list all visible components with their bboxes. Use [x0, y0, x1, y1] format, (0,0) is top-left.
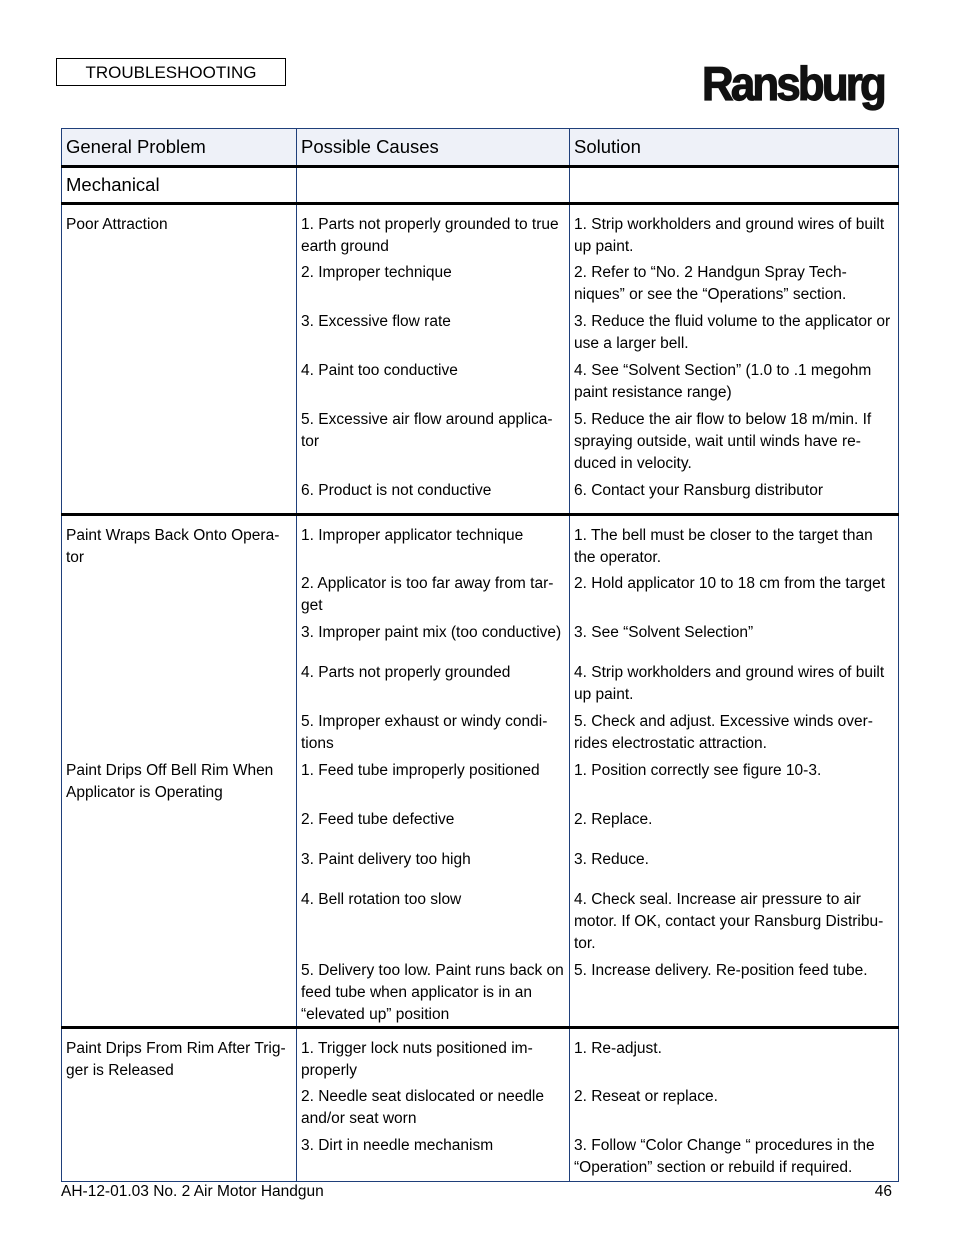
column-header: Possible Causes: [297, 129, 570, 167]
solution-cell: 2. Hold applicator 10 to 18 cm from the target: [570, 573, 899, 622]
solution-cell: 2. Reseat or replace.: [570, 1086, 899, 1135]
footer-document-title: AH-12-01.03 No. 2 Air Motor Handgun: [61, 1183, 324, 1200]
cause-cell: 5. Delivery too low. Paint runs back on feed tube when applicator is in an “elevated up” position: [297, 960, 570, 1028]
section-row: [62, 167, 899, 204]
table-row: [62, 360, 899, 409]
solution-cell: 4. Strip workholders and ground wires of built up paint.: [570, 662, 899, 711]
cause-cell: 5. Excessive air flow around applica-tor: [297, 409, 570, 480]
problem-cell: Paint Drips From Rim After Trig-ger is Released: [62, 1028, 297, 1086]
ransburg-logo: [698, 52, 888, 116]
problem-cell: [62, 809, 297, 849]
solution-cell: 5. Increase delivery. Re-position feed tube.: [570, 960, 899, 1028]
column-header: Solution: [570, 129, 899, 167]
cause-cell: 1. Trigger lock nuts positioned im-properly: [297, 1028, 570, 1086]
solution-cell: 1. The bell must be closer to the target than the operator.: [570, 515, 899, 573]
problem-cell: Paint Wraps Back Onto Opera-tor: [62, 515, 297, 573]
solution-cell: 6. Contact your Ransburg distributor: [570, 480, 899, 515]
problem-cell: [62, 1135, 297, 1182]
table-row: [62, 1135, 899, 1182]
troubleshooting-table: [61, 128, 899, 1182]
section-title: Mechanical: [62, 167, 297, 204]
table-row: [62, 262, 899, 311]
problem-cell: [62, 360, 297, 409]
solution-cell: 1. Position correctly see figure 10-3.: [570, 760, 899, 809]
cause-cell: 3. Excessive flow rate: [297, 311, 570, 360]
problem-cell: [62, 889, 297, 960]
column-header: General Problem: [62, 129, 297, 167]
cause-cell: 1. Feed tube improperly positioned: [297, 760, 570, 809]
solution-cell: 2. Refer to “No. 2 Handgun Spray Tech-niques” or see the “Operations” section.: [570, 262, 899, 311]
problem-cell: [62, 311, 297, 360]
cause-cell: 1. Improper applicator technique: [297, 515, 570, 573]
table-row: [62, 204, 899, 262]
cause-cell: 4. Paint too conductive: [297, 360, 570, 409]
cause-cell: 4. Parts not properly grounded: [297, 662, 570, 711]
problem-cell: [62, 662, 297, 711]
problem-cell: [62, 262, 297, 311]
cause-cell: 3. Paint delivery too high: [297, 849, 570, 889]
problem-cell: Paint Drips Off Bell Rim When Applicator is Operating: [62, 760, 297, 809]
cause-cell: 1. Parts not properly grounded to true earth ground: [297, 204, 570, 262]
solution-cell: 4. Check seal. Increase air pressure to air motor. If OK, contact your Ransburg Distribu-tor.: [570, 889, 899, 960]
ransburg-logo-text: Ransburg: [702, 57, 885, 110]
problem-cell: [62, 1086, 297, 1135]
solution-cell: 3. Reduce.: [570, 849, 899, 889]
problem-cell: [62, 480, 297, 515]
table-row: [62, 1028, 899, 1086]
solution-cell: 5. Check and adjust. Excessive winds over-rides electrostatic attraction.: [570, 711, 899, 760]
table-row: [62, 573, 899, 622]
table-row: [62, 849, 899, 889]
table-row: [62, 760, 899, 809]
cause-cell: 3. Improper paint mix (too conductive): [297, 622, 570, 662]
solution-cell: 2. Replace.: [570, 809, 899, 849]
cause-cell: 2. Improper technique: [297, 262, 570, 311]
solution-cell: 3. Follow “Color Change “ procedures in the “Operation” section or rebuild if required.: [570, 1135, 899, 1182]
cause-cell: 4. Bell rotation too slow: [297, 889, 570, 960]
table-row: [62, 960, 899, 1028]
cause-cell: 2. Needle seat dislocated or needle and/or seat worn: [297, 1086, 570, 1135]
solution-cell: 5. Reduce the air flow to below 18 m/min. If spraying outside, wait until winds have re-duced in velocity.: [570, 409, 899, 480]
problem-cell: [62, 960, 297, 1028]
table-row: [62, 515, 899, 573]
table-row: [62, 1086, 899, 1135]
cause-cell: 2. Feed tube defective: [297, 809, 570, 849]
problem-cell: [62, 711, 297, 760]
solution-cell: 4. See “Solvent Section” (1.0 to .1 megohm paint resistance range): [570, 360, 899, 409]
table-row: [62, 889, 899, 960]
problem-cell: [62, 409, 297, 480]
cause-cell: 2. Applicator is too far away from tar-get: [297, 573, 570, 622]
section-label: TROUBLESHOOTING: [56, 58, 286, 86]
table-row: [62, 311, 899, 360]
solution-cell: 3. Reduce the fluid volume to the applicator or use a larger bell.: [570, 311, 899, 360]
solution-cell: 1. Strip workholders and ground wires of built up paint.: [570, 204, 899, 262]
table-row: [62, 662, 899, 711]
table-row: [62, 480, 899, 515]
table-row: [62, 711, 899, 760]
problem-cell: [62, 573, 297, 622]
table-row: [62, 409, 899, 480]
table-row: [62, 809, 899, 849]
table-header-row: [62, 129, 899, 167]
problem-cell: Poor Attraction: [62, 204, 297, 262]
cause-cell: 6. Product is not conductive: [297, 480, 570, 515]
solution-cell: 1. Re-adjust.: [570, 1028, 899, 1086]
cause-cell: 5. Improper exhaust or windy condi-tions: [297, 711, 570, 760]
table-row: [62, 622, 899, 662]
problem-cell: [62, 849, 297, 889]
cause-cell: 3. Dirt in needle mechanism: [297, 1135, 570, 1182]
problem-cell: [62, 622, 297, 662]
page-number: 46: [874, 1183, 892, 1200]
solution-cell: 3. See “Solvent Selection”: [570, 622, 899, 662]
